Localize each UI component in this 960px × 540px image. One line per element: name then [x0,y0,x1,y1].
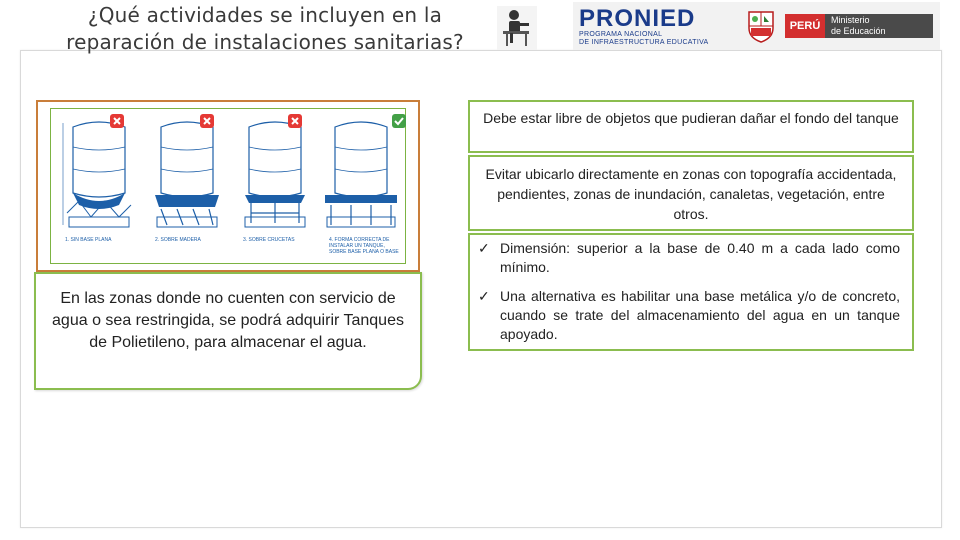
polyethylene-tank-note [34,272,422,390]
figure-caption-1: 1. SIN BASE PLANA [65,237,112,243]
ministry-line-1: Ministerio [831,15,870,25]
requirement-text-1: Debe estar libre de objetos que pudieran dañar el fondo del tanque [483,110,899,126]
figure-caption-4: 4. FORMA CORRECTA DE INSTALAR UN TANQUE, SOBRE BASE PLANA O BASE [329,237,399,255]
bullet-text-alternative: Una alternativa es habilitar una base metálica y/o de concreto, cuando se trate del almacenamiento del agua en un tanque apoyado. [500,288,900,342]
plumber-worker-icon [497,6,537,50]
polyethylene-tank-text: En las zonas donde no cuenten con servicio de agua o sea restringida, se podrá adquirir Tanques de Polietileno, para almacenar el agua. [52,290,404,351]
requirement-box-clean-surface [468,100,914,153]
tank-illustration-4 [321,113,401,231]
ministry-line-2: de Educación [831,26,886,36]
tank-illustration-1 [59,113,139,231]
requirement-box-base [468,233,914,351]
pronied-sub-line2: DE INFRAESTRUCTURA EDUCATIVA [579,39,709,46]
figure-inner [50,108,406,264]
title-line-1: ¿Qué actividades se incluyen en la [87,3,443,27]
tank-installation-figure [36,100,420,272]
requirements-column [468,100,914,351]
pronied-logo [579,7,729,47]
bullet-item [478,239,900,277]
bullet-item [478,287,900,344]
logo-bar [573,2,940,50]
pronied-sub-line1: PROGRAMA NACIONAL [579,31,663,38]
pronied-name: PRONIED [579,5,696,32]
wrong-mark-icon [287,113,303,129]
ministry-label [825,14,933,38]
title-line-2: reparación de instalaciones sanitarias? [66,30,464,54]
wrong-mark-icon [109,113,125,129]
peru-label: PERÚ [785,14,825,38]
requirement-box-location [468,155,914,231]
page-title [30,2,500,56]
figure-caption-3: 3. SOBRE CRUCETAS [243,237,295,243]
figure-caption-2: 2. SOBRE MADERA [155,237,201,243]
check-icon: ✓ [478,240,490,256]
wrong-mark-icon [199,113,215,129]
peru-coat-of-arms-icon [745,8,777,44]
check-icon: ✓ [478,288,490,304]
correct-mark-icon [391,113,407,129]
bullet-text-dimension: Dimensión: superior a la base de 0.40 m a cada lado como mínimo. [500,240,900,275]
tank-illustration-3 [235,113,315,231]
tank-illustration-2 [147,113,227,231]
requirement-text-2: Evitar ubicarlo directamente en zonas con topografía accidentada, pendientes, zonas de inundación, canaletas, vegetación, entre otros. [485,166,897,222]
